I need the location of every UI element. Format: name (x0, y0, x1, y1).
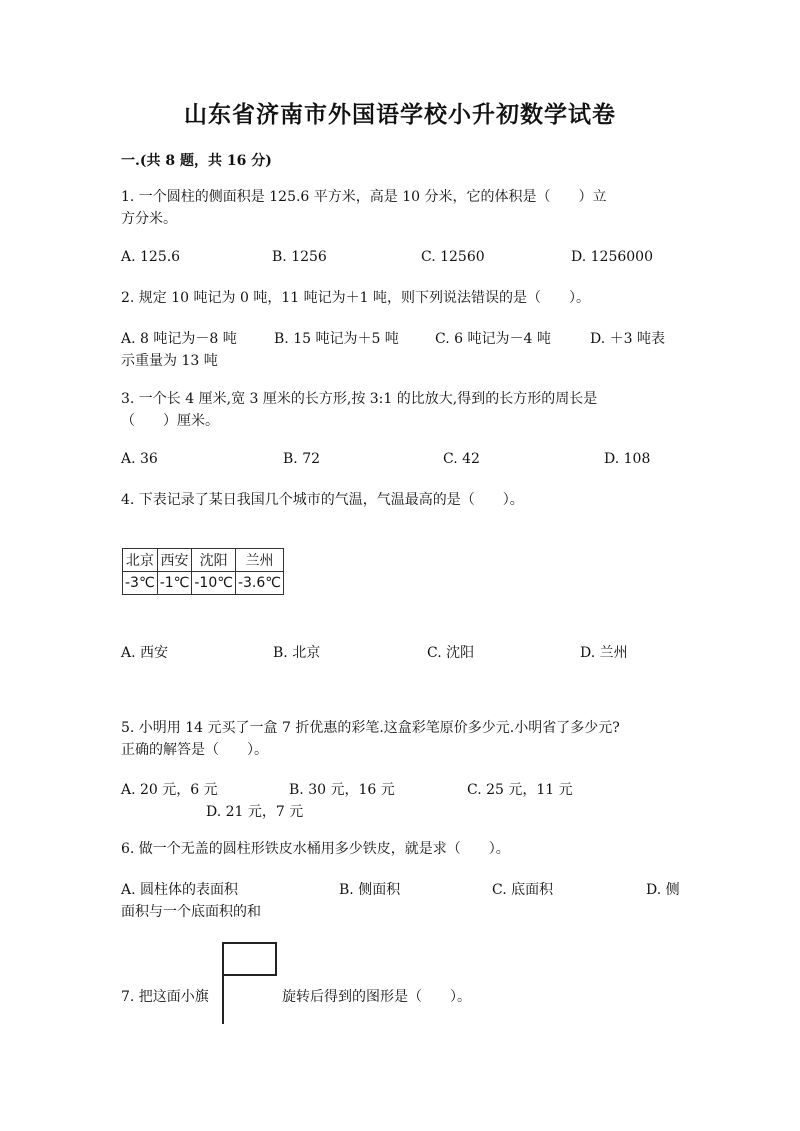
question-2-option-b: B. 15 吨记为＋5 吨 (274, 331, 399, 347)
section-heading: 一.(共 8 题，共 16 分) (121, 153, 272, 169)
question-7-text-before: 7. 把这面小旗 (121, 989, 209, 1005)
question-1-option-c: C. 12560 (421, 249, 485, 265)
table-cell-city: 北京 (123, 549, 158, 572)
table-row-temps (123, 572, 284, 595)
table-cell-temp: -3.6℃ (235, 572, 283, 595)
question-7-text-after: 旋转后得到的图形是（ ）。 (282, 989, 471, 1005)
temperature-table (122, 548, 284, 595)
question-4-option-c: C. 沈阳 (427, 645, 475, 661)
question-6-option-d-continuation: 面积与一个底面积的和 (121, 904, 261, 920)
question-3-option-b: B. 72 (283, 451, 321, 467)
table-cell-city: 西安 (157, 549, 192, 572)
table-cell-city: 兰州 (235, 549, 283, 572)
question-5-line-2: 正确的解答是（ ）。 (121, 742, 268, 758)
table-row-cities (123, 549, 284, 572)
question-4-option-b: B. 北京 (273, 645, 321, 661)
table-cell-temp: -10℃ (192, 572, 236, 595)
question-3-line-1: 3. 一个长 4 厘米,宽 3 厘米的长方形,按 3:1 的比放大,得到的长方形的周长是 (121, 391, 598, 407)
table-cell-city: 沈阳 (192, 549, 236, 572)
question-4-option-d: D. 兰州 (580, 645, 628, 661)
question-1-line-2: 方分米。 (121, 211, 177, 227)
table-cell-temp: -3℃ (123, 572, 158, 595)
question-2-option-c: C. 6 吨记为－4 吨 (435, 331, 551, 347)
question-5-line-1: 5. 小明用 14 元买了一盒 7 折优惠的彩笔.这盒彩笔原价多少元.小明省了多少元? (121, 720, 620, 736)
question-5-option-d: D. 21 元，7 元 (206, 804, 304, 820)
flag-icon (223, 942, 277, 976)
question-1-option-a: A. 125.6 (121, 249, 181, 265)
question-3-line-2: （ ）厘米。 (121, 413, 219, 429)
question-3-option-c: C. 42 (443, 451, 480, 467)
question-6-option-c: C. 底面积 (492, 882, 554, 898)
question-6-option-d: D. 侧 (646, 882, 680, 898)
question-5-option-a: A. 20 元，6 元 (121, 782, 218, 798)
question-4-option-a: A. 西安 (121, 645, 169, 661)
question-6-option-a: A. 圆柱体的表面积 (121, 882, 239, 898)
question-3-option-d: D. 108 (604, 451, 651, 467)
table-cell-temp: -1℃ (157, 572, 192, 595)
question-5-option-c: C. 25 元，11 元 (467, 782, 573, 798)
question-6-option-b: B. 侧面积 (339, 882, 401, 898)
question-2-option-a: A. 8 吨记为－8 吨 (121, 331, 237, 347)
question-6-line-1: 6. 做一个无盖的圆柱形铁皮水桶用多少铁皮，就是求（ ）。 (121, 841, 510, 857)
question-4-line-1: 4. 下表记录了某日我国几个城市的气温，气温最高的是（ ）。 (121, 492, 524, 508)
question-2-line-1: 2. 规定 10 吨记为 0 吨，11 吨记为＋1 吨，则下列说法错误的是（ ）。 (121, 290, 590, 306)
question-1-line-1: 1. 一个圆柱的侧面积是 125.6 平方米，高是 10 分米，它的体积是（ ）立 (121, 189, 607, 205)
exam-title: 山东省济南市外国语学校小升初数学试卷 (184, 101, 616, 128)
question-3-option-a: A. 36 (121, 451, 158, 467)
question-5-option-b: B. 30 元，16 元 (289, 782, 395, 798)
question-1-option-d: D. 1256000 (571, 249, 653, 265)
question-1-option-b: B. 1256 (272, 249, 327, 265)
question-2-option-d-continuation: 示重量为 13 吨 (121, 353, 218, 369)
question-2-option-d: D. ＋3 吨表 (590, 331, 665, 347)
